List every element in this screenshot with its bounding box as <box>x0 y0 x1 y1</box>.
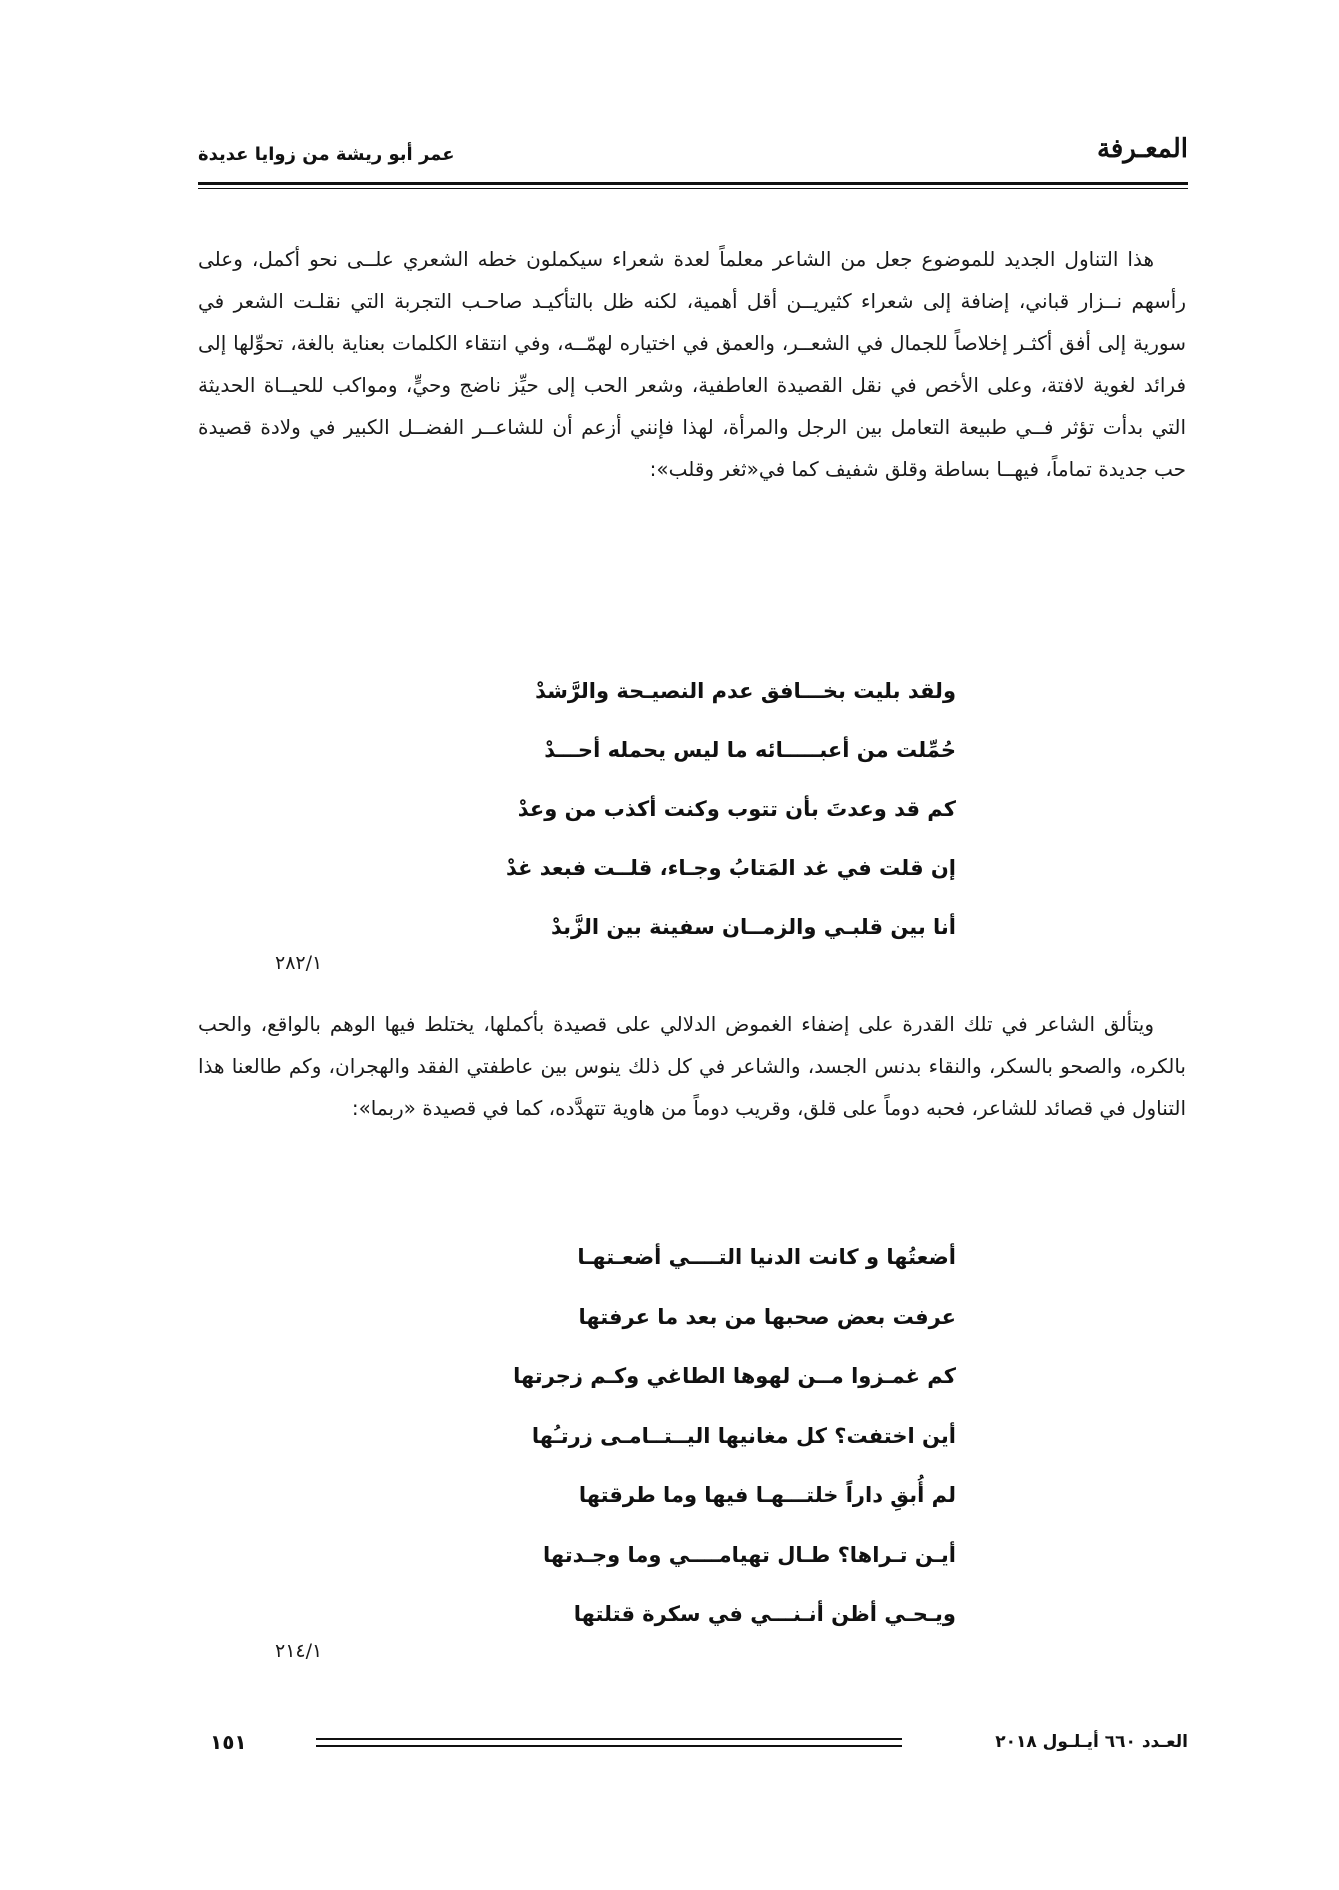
poem-verse: أنا بين قلبـي والزمــان سفينة بين الزَّبدْ <box>550 915 956 939</box>
paragraph-line: فيها الوهم بالواقع، والحب بالكره، والصحو بالسكر، والنقاء بدنس الجسد، والشاعر في كل <box>198 1012 1186 1078</box>
poem-verse: لم أُبقِ داراً خلتـــهـا فيها وما طرقتها <box>578 1483 956 1507</box>
paragraph-line: هذا التناول الجديد للموضوع جعل من الشاعر معلماً لعدة شعراء سيكملون خطه الشعري <box>402 247 1154 271</box>
journal-logo: المعـرفة <box>1096 134 1188 164</box>
issue-info: العـدد ٦٦٠ أيـلـول ٢٠١٨ <box>995 1732 1188 1752</box>
paragraph-1 <box>198 238 1186 490</box>
page-number: ١٥١ <box>210 1730 247 1754</box>
poem-verse: أيـن تـراها؟ طـال تهيامــــي وما وجـدتها <box>543 1542 956 1567</box>
poem-thaghr-wa-qalb <box>396 662 956 957</box>
poem-verse: كم قد وعدتَ بأن تتوب وكنت أكذب من وعدْ <box>517 797 956 821</box>
paragraph-line: في«ثغر وقلب»: <box>649 457 786 481</box>
paragraph-line: للحيــاة الحديثة التي بدأت تؤثر فــي طبيعة التعامل بين الرجل والمرأة، لهذا فإنني أزعم أن <box>198 373 1187 439</box>
paragraph-1-text <box>198 238 1186 490</box>
header-rule-thin <box>198 188 1188 189</box>
poem-verse: حُمِّلت من أعبـــــائه ما ليس يحمله أحـــدْ <box>544 738 956 762</box>
poem-verse: كم غمـزوا مــن لهوها الطاغي وكـم زجرتها <box>513 1364 956 1388</box>
paragraph-line: علــى نحو أكمل، وعلى رأسهم نــزار قباني، إضافة إلى شعراء كثيريــن أقل أهمية، لكنه ظل <box>198 247 1187 313</box>
paragraph-line: لافتة، وعلى الأخص في نقل القصيدة العاطفية، وشعر الحب إلى حيِّز ناضج وحيٍّ، ومواكب <box>332 373 1085 397</box>
footer-rule-top <box>316 1738 902 1740</box>
page-footer <box>198 1724 1188 1764</box>
poem-verse: ويـحـي أظن أنـنـــي في سكرة قتلتها <box>573 1602 956 1626</box>
paragraph-line: الشعــر، والعمق في اختياره لهمّــه، وفي انتقاء الكلمات بعناية بالغة، تحوِّلها إلى فرائد لغوية <box>198 331 1187 397</box>
paragraph-line: بالتأكيـد صاحـب التجربة التي نقلـت الشعر في سورية إلى أفق أكثـر إخلاصاً للجمال في <box>198 289 1186 355</box>
poem-verse: أضعتُها و كانت الدنيا التــــي أضعـتهـا <box>577 1245 956 1269</box>
poem-verse: إن قلت في غد المَتابُ وجـاء، قلــت فبعد غدْ <box>505 856 956 880</box>
poem-verse: ولقد بليت بخـــافق عدم النصيـحة والرَّشدْ <box>535 679 956 703</box>
paragraph-line: للشاعــر الفضــل الكبير في ولادة قصيدة حب جديدة تماماً، فيهــا بساطة وقلق شفيف كما <box>198 415 1186 481</box>
running-title: عمر أبو ريشة من زوايا عديدة <box>198 144 455 165</box>
paragraph-2 <box>198 1003 1186 1129</box>
poem-verse: أين اختفت؟ كل مغانيها اليــتــامـى زرتـُها <box>531 1423 956 1448</box>
paragraph-line: دوماً على قلق، وقريب دوماً من هاوية تتهدَّده، كما في قصيدة «ربما»: <box>351 1096 920 1120</box>
page-header <box>198 128 1188 178</box>
poem-verse: عرفت بعض صحبها من بعد ما عرفتها <box>578 1304 956 1329</box>
footer-rule-bottom <box>316 1745 902 1747</box>
paragraph-2-text <box>198 1003 1186 1129</box>
header-rule-thick <box>198 182 1188 185</box>
poem-2-reference: ٢١٤/١ <box>275 1640 323 1662</box>
paragraph-line: ذلك ينوس بين عاطفتي الفقد والهجران، وكم طالعنا هذا التناول في قصائد للشاعر، فحبه <box>198 1054 1186 1120</box>
poem-rubbama <box>396 1228 956 1645</box>
paragraph-line: ويتألق الشاعر في تلك القدرة على إضفاء الغموض الدلالي على قصيدة بأكملها، يختلط <box>424 1012 1155 1036</box>
poem-1-reference: ٢٨٢/١ <box>275 952 323 974</box>
